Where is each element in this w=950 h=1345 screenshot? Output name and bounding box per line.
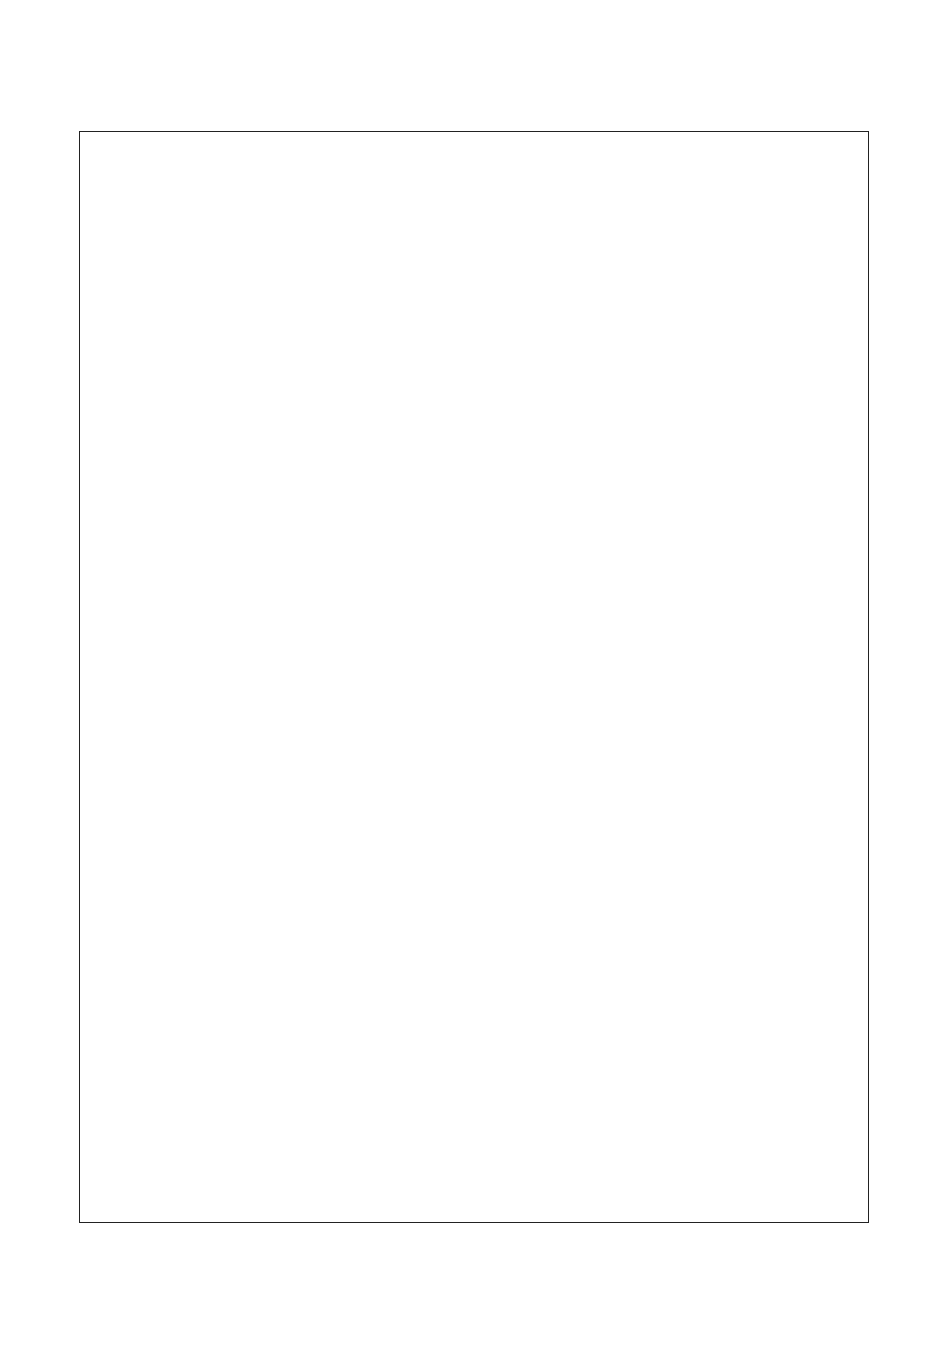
checklist-frame (79, 131, 869, 1223)
